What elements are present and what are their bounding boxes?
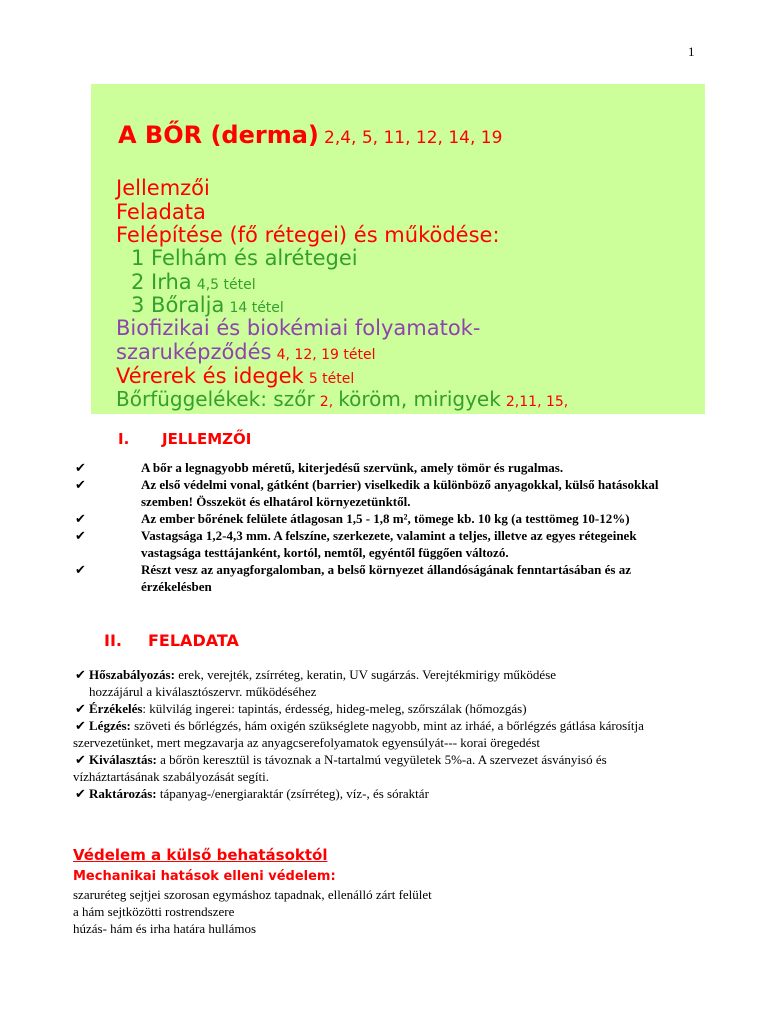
banner-line-jellemzoi: Jellemzői	[116, 176, 210, 200]
banner-line-boralja	[131, 295, 284, 316]
banner-irha: 2 Irha	[131, 270, 192, 294]
checkmark-icon: ✔	[75, 667, 86, 682]
list-item	[73, 717, 693, 751]
checkmark-icon: ✔	[75, 718, 86, 733]
banner-boralja: 3 Bőralja	[131, 293, 225, 317]
list-item-text: a bőrön keresztül is távoznak a N-tartalmú vegyületek 5%-a. A szervezet ásványisó és vízháztartásának szabályozását segíti.	[73, 752, 607, 784]
checkmark-icon: ✔	[75, 786, 86, 801]
banner-title-line	[118, 123, 502, 147]
checkmark-icon: ✔	[75, 528, 86, 543]
banner-line-biofizikai: Biofizikai és biokémiai folyamatok-	[116, 316, 481, 340]
section-title: FELADATA	[148, 631, 239, 650]
banner-irha-ref: 4,5 tétel	[196, 277, 256, 293]
vedelem-lines	[73, 886, 432, 937]
list-item	[73, 527, 693, 561]
banner-line-irha	[131, 272, 256, 293]
checkmark-icon: ✔	[75, 752, 86, 767]
checkmark-icon: ✔	[75, 511, 86, 526]
list-item	[73, 700, 693, 717]
list-item-text: tápanyag-/energiaraktár (zsírréteg), víz-, és sóraktár	[156, 786, 429, 801]
list-item-text: Részt vesz az anyagforgalomban, a belső környezet állandóságának fenntartásában és az érzékelésben	[141, 562, 632, 594]
feladata-list	[73, 666, 693, 802]
banner-title: A BŐR (derma)	[118, 121, 319, 149]
banner-line-szarukepzodes	[116, 342, 376, 363]
list-item	[73, 510, 693, 527]
banner-line-feladata: Feladata	[116, 200, 206, 224]
list-item-text: Az első védelmi vonal, gátként (barrier) viselkedik a különböző anyagokkal, külső hatásokkal szemben! Összeköt és elhatárol környezetünktől.	[141, 477, 659, 509]
list-item	[73, 751, 693, 785]
banner-szor-ref: 2,	[319, 394, 334, 410]
banner-line-felepitese: Felépítése (fő rétegei) és működése:	[116, 223, 500, 247]
banner-szarukepzodes-ref: 4, 12, 19 tétel	[276, 347, 376, 363]
list-item-text: Az ember bőrének felülete átlagosan 1,5 - 1,8 m², tömege kb. 10 kg (a testtömeg 10-12%)	[141, 511, 630, 526]
banner-korom-mirigyek: köröm, mirigyek	[338, 387, 501, 411]
banner-ererek-ref: 5 tétel	[308, 371, 355, 387]
mechanikai-subheading: Mechanikai hatások elleni védelem:	[73, 869, 336, 884]
checkmark-icon: ✔	[75, 477, 86, 492]
list-item-label: Kiválasztás:	[89, 752, 157, 767]
vedelem-heading: Védelem a külső behatásoktól	[73, 846, 328, 864]
list-item	[73, 476, 693, 510]
banner-line-borfuggelekek	[116, 389, 568, 409]
section-title: JELLEMZŐI	[162, 430, 252, 448]
page-number: 1	[688, 44, 695, 59]
checkmark-icon: ✔	[75, 460, 86, 475]
section-number: II.	[104, 631, 122, 650]
list-item	[73, 785, 693, 802]
list-item-label: Légzés:	[89, 718, 131, 733]
banner-line-ererek	[116, 366, 354, 387]
list-item-text: : külvilág ingerei: tapintás, érdesség, hideg-meleg, szőrszálak (hőmozgás)	[142, 701, 527, 716]
section-heading-feladata	[104, 631, 239, 650]
banner-mirigyek-ref: 2,11, 15,	[505, 394, 569, 410]
list-item-text: szöveti és bőrlégzés, hám oxigén szükséglete nagyobb, mint az irháé, a bőrlégzés gátlása károsítja szervezetünket, mert megzavarja az anyagcserefolyamatok egyensúlyát--- korai öregedést	[73, 718, 644, 750]
banner-szarukepzodes: szaruképződés	[116, 340, 272, 364]
list-item	[73, 459, 693, 476]
text-line: szaruréteg sejtjei szorosan egymáshoz tapadnak, ellenálló zárt felület	[73, 887, 432, 902]
list-item	[73, 666, 693, 700]
list-item-label: Raktározás:	[89, 786, 157, 801]
jellemzoi-list	[73, 459, 693, 595]
list-item-text: erek, verejték, zsírréteg, keratin, UV sugárzás. Verejtékmirigy működése	[174, 667, 557, 682]
banner-boralja-ref: 14 tétel	[229, 300, 284, 316]
text-line: húzás- hám és irha határa hullámos	[73, 921, 257, 936]
list-item-label: Érzékelés	[89, 701, 143, 716]
banner-title-refs: 2,4, 5, 11, 12, 14, 19	[324, 128, 503, 148]
list-item-continuation: hozzájárul a kiválasztószervr. működéséhez	[89, 684, 317, 699]
list-item	[73, 561, 693, 595]
text-line: a hám sejtközötti rostrendszere	[73, 904, 235, 919]
list-item-text: Vastagsága 1,2-4,3 mm. A felszíne, szerkezete, valamint a teljes, illetve az egyes rétegeinek vastagsága testtájanként, kortól, nemtől, egyéntől függően változó.	[141, 528, 637, 560]
list-item-label: Hőszabályozás:	[89, 667, 175, 682]
banner-ererek: Vérerek és idegek	[116, 364, 304, 388]
section-number: I.	[118, 430, 130, 448]
checkmark-icon: ✔	[75, 562, 86, 577]
list-item-text: A bőr a legnagyobb méretű, kiterjedésű szervünk, amely tömör és rugalmas.	[141, 460, 564, 475]
checkmark-icon: ✔	[75, 701, 86, 716]
section-heading-jellemzoi	[118, 430, 251, 448]
banner-borfuggelekek: Bőrfüggelékek: szőr	[116, 387, 315, 411]
banner-line-felham: 1 Felhám és alrétegei	[131, 246, 358, 270]
